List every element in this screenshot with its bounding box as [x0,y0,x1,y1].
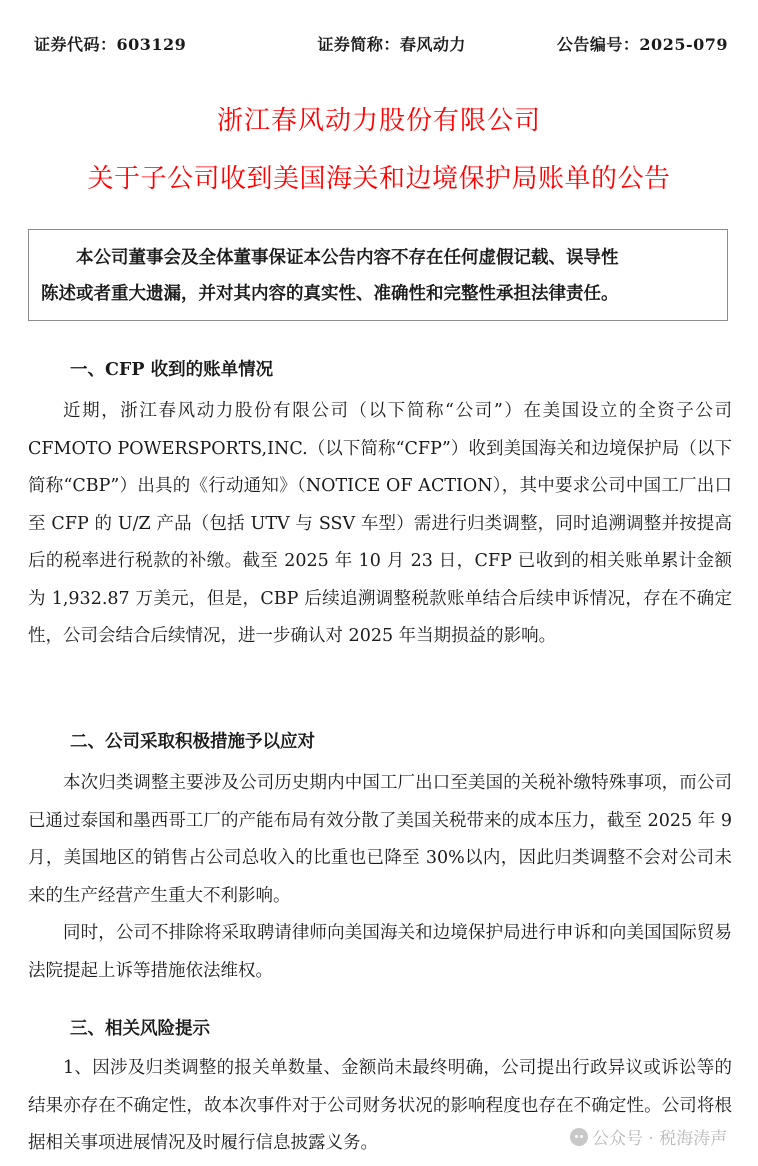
paragraph: 近期，浙江春风动力股份有限公司（以下简称“公司”）在美国设立的全资子公司 CFMOTO POWERSPORTS,INC.（以下简称“CFP”）收到美国海关和边境保护局（以下简称“CBP”）出具的《行动通知》（NOTICE OF ACTION），其中要求公司中国工厂出口至 CFP 的 U/Z 产品（包括 UTV 与 SSV 车型）需进行归类调整，同时追溯调整并按提高后的税率进行税款的补缴。截至 2025 年 10 月 23 日，CFP 已收到的相关账单累计金额为 1,932.87 万美元，但是，CBP 后续追溯调整税款账单结合后续申诉情况，存在不确定性，公司会结合后续情况，进一步确认对 2025 年当期损益的影响。 [28,401,732,646]
watermark [570,1124,727,1149]
paragraph: 1、因涉及归类调整的报关单数量、金额尚未最终明确，公司提出行政异议或诉讼等的结果亦存在不确定性，故本次事件对于公司财务状况的影响程度也存在不确定性。公司将根据相关事项进展情况及时履行信息披露义务。 [28,1058,732,1153]
statement-line-2: 陈述或者重大遗漏，并对其内容的真实性、准确性和完整性承担法律责任。 [41,284,619,304]
stock-code: 证券代码：603129 [34,35,187,54]
announcement-title: 关于子公司收到美国海关和边境保护局账单的公告 [87,164,671,194]
section-heading-3: 三、相关风险提示 [70,1019,210,1039]
section-1-body [28,393,732,656]
section-heading-2: 二、公司采取积极措施予以应对 [70,732,315,752]
stock-name: 证券简称：春风动力 [317,35,466,54]
announcement-header [34,32,728,55]
company-title: 浙江春风动力股份有限公司 [216,106,541,136]
section-heading-1: 一、CFP 收到的账单情况 [70,360,274,380]
announcement-number: 公告编号：2025-079 [556,35,728,54]
watermark-text: 公众号 · 税海涛声 [592,1129,728,1149]
statement-line-1: 本公司董事会及全体董事保证本公告内容不存在任何虚假记载、误导性 [76,248,619,268]
board-statement-box [28,229,728,321]
section-2-body [28,765,732,990]
wechat-icon [570,1128,588,1146]
paragraph: 同时，公司不排除将采取聘请律师向美国海关和边境保护局进行申诉和向美国国际贸易法院提起上诉等措施依法维权。 [28,923,732,981]
paragraph: 本次归类调整主要涉及公司历史期内中国工厂出口至美国的关税补缴特殊事项，而公司已通过泰国和墨西哥工厂的产能布局有效分散了美国关税带来的成本压力，截至 2025 年 9 月，美国地区的销售占公司总收入的比重也已降至 30%以内，因此归类调整不会对公司未来的生产经营产生重大不利影响。 [28,773,732,906]
